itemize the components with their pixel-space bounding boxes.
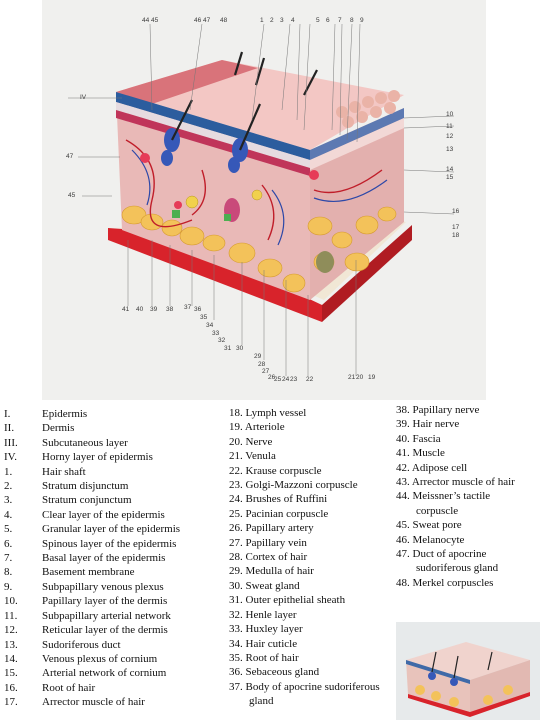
label-right-10: 10 bbox=[446, 111, 454, 118]
skin-model-illustration bbox=[42, 0, 486, 400]
skin-model-thumbnail-image bbox=[396, 622, 540, 720]
legend-item-text: 41. Muscle bbox=[396, 447, 445, 460]
legend-column-1 bbox=[4, 407, 180, 710]
label-bottom-37: 37 bbox=[184, 304, 192, 311]
label-top-1: 1 bbox=[260, 17, 264, 24]
legend-item-text: Granular layer of the epidermis bbox=[42, 523, 181, 536]
legend-col2-item bbox=[229, 593, 380, 607]
label-bottom-39: 39 bbox=[150, 306, 158, 313]
legend-item-text: 44. Meissner’s tactile bbox=[396, 490, 491, 503]
label-left-45: 45 bbox=[68, 192, 76, 199]
label-top-4: 4 bbox=[291, 17, 295, 24]
legend-col1-item bbox=[4, 623, 180, 637]
label-bottom-27: 27 bbox=[262, 368, 270, 375]
legend-col1-item bbox=[4, 493, 180, 507]
legend-item-number: 7. bbox=[4, 552, 13, 565]
legend-col3-item bbox=[396, 461, 515, 475]
legend-item-continuation: corpuscle bbox=[416, 504, 459, 517]
legend-col1-item bbox=[4, 609, 180, 623]
legend-item-number: 4. bbox=[4, 508, 13, 521]
legend-col1-item bbox=[4, 537, 180, 551]
legend-col3-item bbox=[396, 446, 515, 460]
legend-item-text: Stratum conjunctum bbox=[42, 494, 132, 507]
legend-item-text: 39. Hair nerve bbox=[396, 418, 460, 431]
legend-col3-item bbox=[396, 533, 515, 547]
legend-col1-item bbox=[4, 479, 180, 493]
legend-col1-item bbox=[4, 638, 180, 652]
legend-item-text: 18. Lymph vessel bbox=[229, 407, 307, 419]
legend-item-text: 33. Huxley layer bbox=[229, 623, 303, 636]
legend-col2-item bbox=[229, 420, 380, 434]
legend-item-number: 16. bbox=[4, 681, 18, 694]
legend-col3-item bbox=[396, 518, 515, 532]
legend-col1-item bbox=[4, 522, 180, 536]
label-bottom-24: 24 bbox=[282, 376, 290, 383]
legend-col2-item bbox=[229, 435, 380, 449]
legend-item-number: I. bbox=[4, 408, 11, 420]
legend-col3-item bbox=[396, 417, 515, 431]
legend-item-text: 45. Sweat pore bbox=[396, 519, 462, 532]
legend-item-text: 46. Melanocyte bbox=[396, 533, 465, 546]
legend-col3-item bbox=[396, 547, 515, 561]
legend-col3-item bbox=[396, 576, 515, 590]
legend-item-continuation: gland bbox=[249, 695, 274, 708]
legend-item-text: 29. Medulla of hair bbox=[229, 565, 314, 578]
label-top-46-47: 46 47 bbox=[194, 17, 211, 24]
legend-item-text: Dermis bbox=[42, 422, 75, 435]
label-bottom-22: 22 bbox=[306, 376, 314, 383]
legend-item-number: 11. bbox=[4, 609, 18, 622]
legend-item-text: Root of hair bbox=[42, 681, 96, 694]
legend-col2-item bbox=[229, 550, 380, 564]
legend-col2-item bbox=[229, 579, 380, 593]
legend-item-text: Stratum disjunctum bbox=[42, 480, 129, 493]
legend-col2-item bbox=[229, 507, 380, 521]
legend-item-text: Venous plexus of cornium bbox=[42, 652, 158, 665]
legend-item-text: 36. Sebaceous gland bbox=[229, 666, 320, 679]
legend-item-text: 28. Cortex of hair bbox=[229, 551, 308, 564]
legend-item-text: 43. Arrector muscle of hair bbox=[396, 476, 515, 489]
label-right-16: 16 bbox=[452, 208, 460, 215]
legend-col3-item bbox=[396, 432, 515, 446]
legend-item-text: 32. Henle layer bbox=[229, 608, 297, 621]
legend-item-number: 9. bbox=[4, 580, 13, 593]
label-bottom-28: 28 bbox=[258, 361, 266, 368]
label-bottom-26: 26 bbox=[268, 374, 276, 381]
legend-item-text: 31. Outer epithelial sheath bbox=[229, 594, 346, 607]
legend-item-text: Horny layer of epidermis bbox=[42, 451, 153, 464]
label-top-7: 7 bbox=[338, 17, 342, 24]
legend-item-number: 6. bbox=[4, 537, 13, 550]
legend-item-text: Reticular layer of the dermis bbox=[42, 624, 168, 637]
legend-col3-item bbox=[396, 489, 515, 503]
legend-col2-item bbox=[229, 665, 380, 679]
legend-item-number: 8. bbox=[4, 566, 13, 579]
legend-item-text: Clear layer of the epidermis bbox=[42, 508, 165, 521]
label-right-15: 15 bbox=[446, 174, 454, 181]
legend-item-text: 22. Krause corpuscle bbox=[229, 464, 322, 477]
legend-col2-item bbox=[229, 521, 380, 535]
legend-col1-item bbox=[4, 450, 180, 464]
label-bottom-36: 36 bbox=[194, 306, 202, 313]
legend-item-text: 38. Papillary nerve bbox=[396, 404, 480, 416]
label-bottom-33: 33 bbox=[212, 330, 220, 337]
legend-col2-item bbox=[229, 651, 380, 665]
legend-column-2 bbox=[229, 406, 380, 709]
legend-col2-item bbox=[229, 680, 380, 694]
legend-col1-item bbox=[4, 681, 180, 695]
label-left-iv: IV bbox=[80, 94, 87, 101]
legend-item-text: 25. Pacinian corpuscle bbox=[229, 507, 329, 520]
label-right-17: 17 bbox=[452, 224, 460, 231]
label-bottom-21: 21 bbox=[348, 374, 356, 381]
label-bottom-35: 35 bbox=[200, 314, 208, 321]
legend-col1-item bbox=[4, 580, 180, 594]
legend-col1-item bbox=[4, 465, 180, 479]
legend-col1-item bbox=[4, 652, 180, 666]
label-bottom-25: 25 bbox=[274, 376, 282, 383]
legend-item-continuation: sudoriferous gland bbox=[416, 562, 499, 575]
legend-item-text: Subpapillary arterial network bbox=[42, 609, 171, 622]
legend-col3-item bbox=[396, 475, 515, 489]
legend-col2-item bbox=[229, 536, 380, 550]
legend-item-number: 12. bbox=[4, 624, 18, 637]
label-right-13: 13 bbox=[446, 146, 454, 153]
label-top-8: 8 bbox=[350, 17, 354, 24]
label-top-3: 3 bbox=[280, 17, 284, 24]
legend-col2-item bbox=[229, 464, 380, 478]
legend-item-text: Papillary layer of the dermis bbox=[42, 595, 168, 608]
legend-item-number: 14. bbox=[4, 652, 18, 665]
legend-col1-item bbox=[4, 421, 180, 435]
legend-item-text: 37. Body of apocrine sudoriferous bbox=[229, 680, 380, 693]
label-top-48: 48 bbox=[220, 17, 228, 24]
legend-item-text: 48. Merkel corpuscles bbox=[396, 576, 494, 589]
legend-item-text: 30. Sweat gland bbox=[229, 579, 300, 592]
label-right-14: 14 bbox=[446, 166, 454, 173]
label-bottom-29: 29 bbox=[254, 353, 262, 360]
label-top-6: 6 bbox=[326, 17, 330, 24]
legend-item-text: 20. Nerve bbox=[229, 435, 273, 448]
legend-item-number: 2. bbox=[4, 480, 13, 493]
label-bottom-38: 38 bbox=[166, 306, 174, 313]
legend-item-number: 17. bbox=[4, 696, 18, 709]
legend-item-number: 10. bbox=[4, 595, 18, 608]
legend-col2-item bbox=[229, 564, 380, 578]
legend-col2-item bbox=[229, 478, 380, 492]
label-bottom-41: 41 bbox=[122, 306, 130, 313]
label-left-47: 47 bbox=[66, 153, 74, 160]
legend-item-text: 26. Papillary artery bbox=[229, 522, 314, 535]
legend-item-number: 15. bbox=[4, 667, 18, 680]
legend-item-text: 34. Hair cuticle bbox=[229, 637, 298, 650]
label-top-2: 2 bbox=[270, 17, 274, 24]
label-bottom-40: 40 bbox=[136, 306, 144, 313]
legend-item-text: Epidermis bbox=[42, 408, 88, 420]
legend-item-text: Subpapillary venous plexus bbox=[42, 580, 164, 593]
legend-col1-item bbox=[4, 594, 180, 608]
legend-item-text: 40. Fascia bbox=[396, 432, 441, 445]
legend-item-text: 47. Duct of apocrine bbox=[396, 548, 487, 561]
legend-column-3 bbox=[396, 403, 515, 590]
legend-item-text: Hair shaft bbox=[42, 465, 86, 478]
legend-item-number: 1. bbox=[4, 465, 13, 478]
legend-item-number: IV. bbox=[4, 451, 17, 464]
skin-model-photo bbox=[42, 0, 486, 400]
legend-col1-item bbox=[4, 407, 180, 421]
legend-item-text: Basal layer of the epidermis bbox=[42, 552, 166, 565]
legend-col1-item bbox=[4, 565, 180, 579]
legend-item-number: III. bbox=[4, 436, 18, 449]
label-top-5: 5 bbox=[316, 17, 320, 24]
label-bottom-23: 23 bbox=[290, 376, 298, 383]
legend-col1-item bbox=[4, 508, 180, 522]
legend-col2-item bbox=[229, 637, 380, 651]
legend-item-text: 19. Arteriole bbox=[229, 421, 285, 434]
legend-item-number: 5. bbox=[4, 523, 13, 536]
legend-item-text: Basement membrane bbox=[42, 566, 135, 579]
label-right-11: 11 bbox=[446, 123, 453, 130]
label-right-12: 12 bbox=[446, 133, 454, 140]
label-bottom-32: 32 bbox=[218, 337, 226, 344]
legend-col3-item bbox=[396, 403, 515, 417]
legend-col2-item bbox=[229, 449, 380, 463]
label-bottom-31: 31 bbox=[224, 345, 232, 352]
legend-item-text: Subcutaneous layer bbox=[42, 436, 128, 449]
legend-item-number: 3. bbox=[4, 494, 13, 507]
label-top-44-45: 44 45 bbox=[142, 17, 159, 24]
legend-item-number: 13. bbox=[4, 638, 18, 651]
legend-col2-item bbox=[229, 492, 380, 506]
legend-col2-item bbox=[229, 608, 380, 622]
legend-item-text: Spinous layer of the epidermis bbox=[42, 537, 177, 550]
legend-item-number: II. bbox=[4, 422, 15, 435]
legend-item-text: Arrector muscle of hair bbox=[42, 696, 145, 709]
label-bottom-34: 34 bbox=[206, 322, 214, 329]
legend-item-text: 42. Adipose cell bbox=[396, 461, 468, 474]
legend-col2-item bbox=[229, 406, 380, 420]
legend-col2-item bbox=[229, 622, 380, 636]
label-bottom-20: 20 bbox=[356, 374, 364, 381]
skin-model-thumbnail bbox=[396, 622, 540, 720]
legend-item-text: Sudoriferous duct bbox=[42, 638, 121, 651]
legend-item-text: 35. Root of hair bbox=[229, 651, 299, 664]
label-bottom-30: 30 bbox=[236, 345, 244, 352]
legend-item-text: Arterial network of cornium bbox=[42, 667, 167, 680]
legend-item-text: 24. Brushes of Ruffini bbox=[229, 493, 328, 506]
label-bottom-19: 19 bbox=[368, 374, 376, 381]
legend-col1-item bbox=[4, 436, 180, 450]
legend-item-text: 27. Papillary vein bbox=[229, 536, 307, 549]
legend-col1-item bbox=[4, 695, 180, 709]
legend-item-text: 23. Golgi-Mazzoni corpuscle bbox=[229, 479, 358, 492]
label-top-9: 9 bbox=[360, 17, 364, 24]
label-right-18: 18 bbox=[452, 232, 460, 239]
legend-col1-item bbox=[4, 666, 180, 680]
legend-item-text: 21. Venula bbox=[229, 450, 276, 463]
legend-col1-item bbox=[4, 551, 180, 565]
